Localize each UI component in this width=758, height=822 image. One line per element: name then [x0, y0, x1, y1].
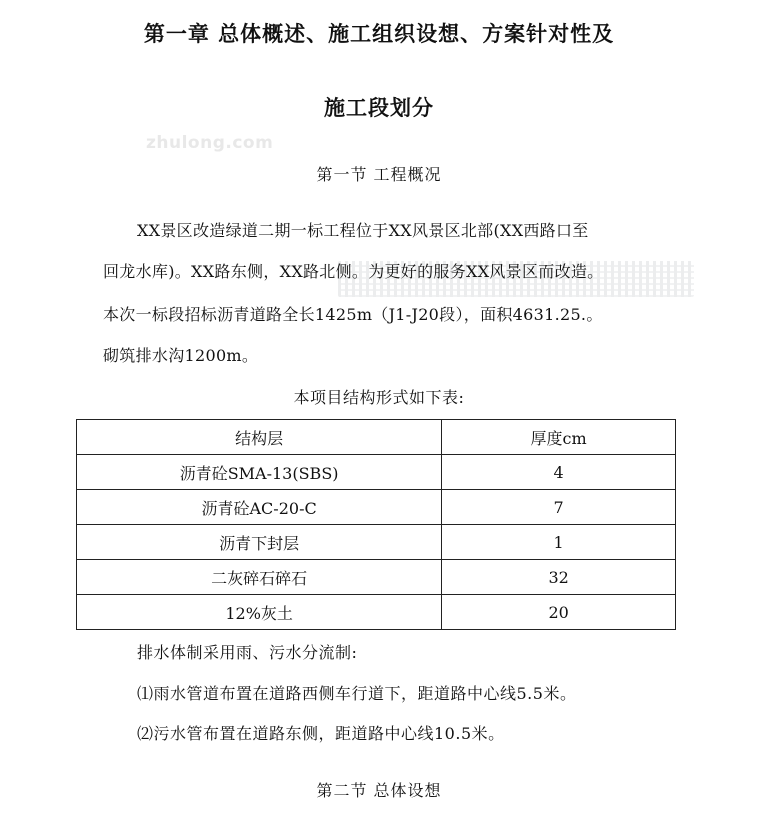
table-row — [77, 455, 676, 490]
table-cell-layer: 12%灰土 — [77, 595, 442, 630]
section-heading: 第一节 工程概况 — [316, 165, 442, 184]
table-cell-layer: 沥青砼AC-20-C — [77, 490, 442, 525]
table-caption: 本项目结构形式如下表: — [293, 388, 465, 407]
paragraph-line: 本次一标段招标沥青道路全长1425m（J1-J20段），面积4631.25.。 — [103, 305, 603, 324]
table-row — [77, 490, 676, 525]
structure-table — [76, 419, 676, 630]
table-cell-thickness: 32 — [442, 560, 676, 595]
table-header-cell: 厚度cm — [442, 420, 676, 455]
table-cell-layer: 二灰碎石碎石 — [77, 560, 442, 595]
paragraph-line: XX景区改造绿道二期一标工程位于XX风景区北部(XX西路口至 — [137, 221, 589, 240]
table-cell-layer: 沥青砼SMA-13(SBS) — [77, 455, 442, 490]
section-heading: 第二节 总体设想 — [316, 781, 442, 800]
drainage-intro: 排水体制采用雨、污水分流制: — [137, 643, 358, 662]
table-header-row — [77, 420, 676, 455]
table-cell-layer: 沥青下封层 — [77, 525, 442, 560]
table-header-cell: 结构层 — [77, 420, 442, 455]
table-cell-thickness: 20 — [442, 595, 676, 630]
drainage-item: ⑴雨水管道布置在道路西侧车行道下，距道路中心线5.5米。 — [137, 684, 577, 703]
paragraph-line: 砌筑排水沟1200m。 — [103, 346, 259, 365]
drainage-item: ⑵污水管布置在道路东侧，距道路中心线10.5米。 — [137, 724, 505, 743]
table-row — [77, 595, 676, 630]
watermark-text: zhulong.com — [146, 133, 274, 153]
table-cell-thickness: 4 — [442, 455, 676, 490]
paragraph-line: 回龙水库)。XX路东侧，XX路北侧。为更好的服务XX风景区而改造。 — [103, 262, 604, 281]
table-cell-thickness: 1 — [442, 525, 676, 560]
chapter-title-line-1: 第一章 总体概述、施工组织设想、方案针对性及 — [143, 22, 615, 46]
table-cell-thickness: 7 — [442, 490, 676, 525]
chapter-title-line-2: 施工段划分 — [324, 96, 434, 120]
table-row — [77, 525, 676, 560]
table-row — [77, 560, 676, 595]
